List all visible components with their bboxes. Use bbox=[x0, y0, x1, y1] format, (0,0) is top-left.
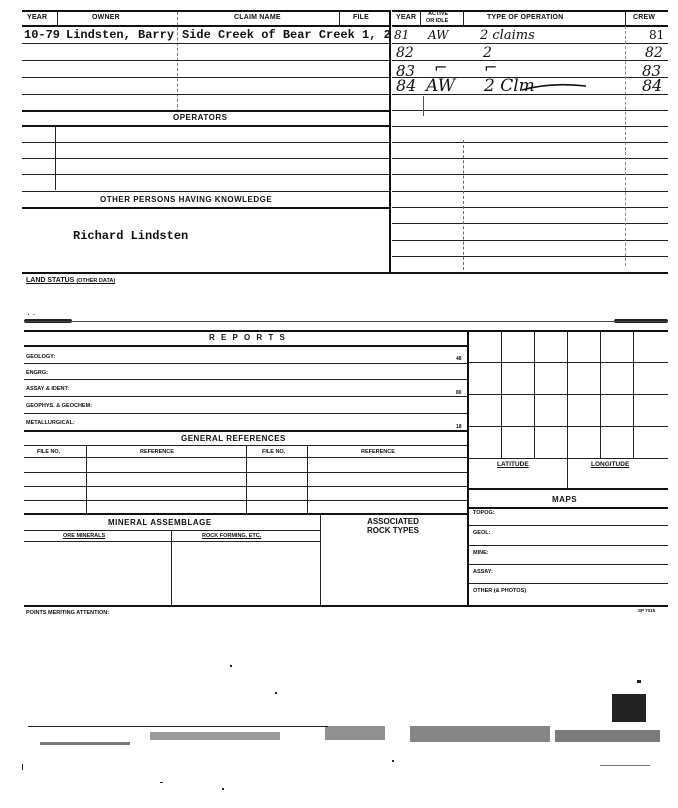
land-status-title: LAND STATUS bbox=[26, 277, 75, 284]
maps-topog: TOPOG: bbox=[473, 510, 495, 516]
claim-name-header: CLAIM NAME bbox=[234, 14, 281, 21]
entry-year: 10-79 bbox=[24, 28, 61, 42]
owner-header: OWNER bbox=[92, 14, 120, 21]
op-row1-active: AW bbox=[428, 28, 449, 42]
points-meriting-label: POINTS MERITING ATTENTION: bbox=[26, 610, 110, 616]
reports-title: R E P O R T S bbox=[209, 333, 287, 342]
op-year-header: YEAR bbox=[396, 14, 417, 21]
gr-reference-1: REFERENCE bbox=[140, 449, 174, 455]
maps-geol: GEOL: bbox=[473, 530, 491, 536]
maps-title: MAPS bbox=[552, 495, 578, 504]
op-row2-crew: 82 bbox=[645, 45, 663, 61]
entry-claim-name: Side Creek of Bear Creek 1, 2 bbox=[182, 28, 391, 42]
op-row2-type: 2 bbox=[483, 45, 492, 61]
op-row3-year: 83 bbox=[396, 62, 416, 80]
land-status-label bbox=[26, 277, 115, 284]
op-row4-year: 84 bbox=[396, 76, 417, 95]
report-metallurgical-label: METALLURGICAL: bbox=[26, 420, 75, 426]
year-header: YEAR bbox=[27, 14, 48, 21]
general-references-title: GENERAL REFERENCES bbox=[181, 434, 286, 443]
form-code: SP 7015 bbox=[638, 608, 656, 613]
maps-mine: MINE: bbox=[473, 550, 489, 556]
longitude-label: LONGITUDE bbox=[591, 461, 630, 468]
operators-title: OPERATORS bbox=[173, 113, 228, 122]
report-assay-label: ASSAY & IDENT: bbox=[26, 386, 70, 392]
op-row4-crew: 84 bbox=[642, 76, 663, 95]
active-header-1: ACTIVE bbox=[428, 11, 449, 17]
maps-assay: ASSAY: bbox=[473, 569, 493, 575]
report-geology-num: 48 bbox=[456, 356, 462, 362]
report-metallurgical-num: 18 bbox=[456, 424, 462, 430]
op-row3-type: ⌐ bbox=[484, 58, 498, 77]
land-status-sub: (OTHER DATA) bbox=[76, 278, 116, 284]
file-header: FILE bbox=[353, 14, 369, 21]
entry-owner: Lindsten, Barry bbox=[66, 28, 175, 42]
ore-minerals-label: ORE MINERALS bbox=[63, 533, 106, 539]
report-geology-label: GEOLOGY: bbox=[26, 354, 56, 360]
latitude-label: LATITUDE bbox=[497, 461, 529, 468]
associated-rock-types bbox=[358, 517, 428, 535]
op-row3-active: ⌐ bbox=[434, 58, 448, 77]
handwritten-stroke bbox=[520, 80, 590, 94]
maps-other: OTHER (& PHOTOS) bbox=[473, 588, 527, 594]
mineral-assemblage-title: MINERAL ASSEMBLAGE bbox=[108, 518, 212, 527]
op-row1-crew: 81 bbox=[649, 28, 665, 42]
gr-file-no-1: FILE NO. bbox=[37, 449, 61, 455]
gr-reference-2: REFERENCE bbox=[361, 449, 395, 455]
report-engrg-label: ENGRG: bbox=[26, 370, 48, 376]
gr-file-no-2: FILE NO. bbox=[262, 449, 286, 455]
op-row4-type: 2 Clm bbox=[484, 76, 535, 96]
rock-forming-label: ROCK FORMING, ETC. bbox=[202, 533, 262, 539]
type-header: TYPE OF OPERATION bbox=[487, 14, 564, 21]
report-geophys-label: GEOPHYS. & GEOCHEM: bbox=[26, 403, 93, 409]
scan-mark: · · bbox=[27, 309, 36, 319]
op-row1-year: 81 bbox=[394, 28, 410, 42]
other-persons-title: OTHER PERSONS HAVING KNOWLEDGE bbox=[100, 195, 273, 204]
op-row1-type: 2 claims bbox=[480, 28, 535, 43]
scan-noise bbox=[0, 660, 678, 808]
op-row2-year: 82 bbox=[396, 45, 414, 61]
associated-line-1: ASSOCIATED bbox=[367, 517, 419, 526]
crew-header: CREW bbox=[633, 14, 656, 21]
op-row4-active: AW bbox=[426, 76, 456, 96]
associated-line-2: ROCK TYPES bbox=[366, 526, 419, 535]
report-assay-num: 80 bbox=[456, 390, 462, 396]
other-person-name: Richard Lindsten bbox=[73, 229, 189, 243]
op-row3-crew: 83 bbox=[642, 62, 662, 80]
active-header-2: OR IDLE bbox=[426, 18, 449, 24]
